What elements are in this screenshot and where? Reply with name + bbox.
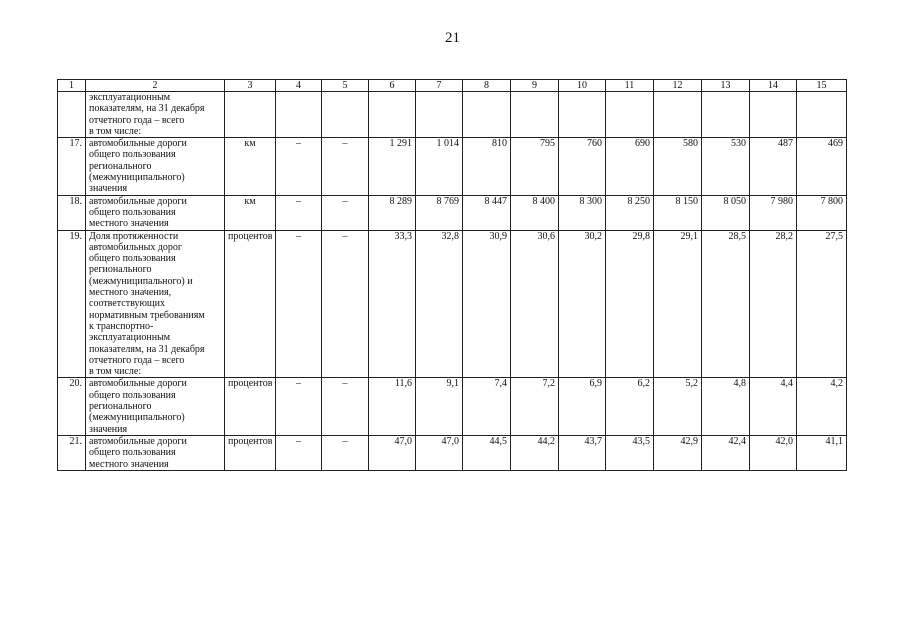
column-5-cell: [322, 92, 369, 138]
indicator-name-line: регионального: [89, 401, 152, 413]
value-cell: 7,4: [463, 378, 511, 435]
unit-cell: км: [225, 195, 276, 230]
column-5-cell: –: [322, 378, 369, 435]
indicator-name-line: показателям, на 31 декабря: [89, 103, 205, 115]
column-header: 11: [606, 80, 654, 92]
value-cell: 7 980: [750, 195, 797, 230]
value-cell: 29,8: [606, 230, 654, 378]
column-4-cell: –: [276, 138, 322, 195]
indicator-name: [86, 195, 225, 230]
value-cell: 33,3: [369, 230, 416, 378]
value-cell: 6,2: [606, 378, 654, 435]
indicator-name-line: отчетного года – всего: [89, 114, 185, 126]
value-cell: 8 289: [369, 195, 416, 230]
row-number: 20.: [58, 378, 86, 435]
value-cell: [654, 92, 702, 138]
indicator-name-line: к транспортно-: [89, 320, 154, 332]
column-5-cell: –: [322, 230, 369, 378]
column-5-cell: –: [322, 195, 369, 230]
value-cell: 690: [606, 138, 654, 195]
indicator-name: [86, 378, 225, 435]
unit-cell: процентов: [225, 378, 276, 435]
column-4-cell: –: [276, 435, 322, 470]
value-cell: [559, 92, 606, 138]
indicator-name-line: значения: [89, 183, 128, 195]
page-number: 21: [445, 30, 460, 46]
column-4-cell: [276, 92, 322, 138]
indicator-name-line: автомобильные дороги: [89, 378, 187, 390]
indicator-name-line: регионального: [89, 264, 152, 276]
value-cell: 530: [702, 138, 750, 195]
value-cell: 42,0: [750, 435, 797, 470]
value-cell: 8 447: [463, 195, 511, 230]
value-cell: 7 800: [797, 195, 847, 230]
indicator-name-line: значения: [89, 423, 128, 435]
table-row: [58, 92, 847, 138]
value-cell: [511, 92, 559, 138]
value-cell: 28,2: [750, 230, 797, 378]
value-cell: 7,2: [511, 378, 559, 435]
indicator-name-line: Доля протяженности: [89, 230, 179, 242]
value-cell: [797, 92, 847, 138]
value-cell: 43,7: [559, 435, 606, 470]
value-cell: 8 400: [511, 195, 559, 230]
column-header: 12: [654, 80, 702, 92]
column-4-cell: –: [276, 195, 322, 230]
value-cell: 8 300: [559, 195, 606, 230]
table-row: [58, 230, 847, 378]
value-cell: 11,6: [369, 378, 416, 435]
value-cell: 42,9: [654, 435, 702, 470]
value-cell: 1 291: [369, 138, 416, 195]
column-header: 6: [369, 80, 416, 92]
row-number: [58, 92, 86, 138]
value-cell: 8 050: [702, 195, 750, 230]
value-cell: 5,2: [654, 378, 702, 435]
indicator-name-line: общего пользования: [89, 206, 176, 218]
value-cell: 29,1: [654, 230, 702, 378]
indicators-table: [57, 79, 847, 471]
value-cell: [702, 92, 750, 138]
table-row: [58, 378, 847, 435]
value-cell: [750, 92, 797, 138]
value-cell: 44,5: [463, 435, 511, 470]
value-cell: 44,2: [511, 435, 559, 470]
indicator-name-line: эксплуатационным: [89, 332, 171, 344]
value-cell: 47,0: [416, 435, 463, 470]
unit-cell: процентов: [225, 230, 276, 378]
value-cell: 760: [559, 138, 606, 195]
indicator-name-line: (межмуниципального) и: [89, 275, 193, 287]
column-header: 2: [86, 80, 225, 92]
column-header: 7: [416, 80, 463, 92]
column-header: 8: [463, 80, 511, 92]
row-number: 18.: [58, 195, 86, 230]
column-5-cell: –: [322, 435, 369, 470]
indicator-name-line: автомобильные дороги: [89, 435, 187, 447]
indicator-name-line: общего пользования: [89, 253, 176, 265]
value-cell: 41,1: [797, 435, 847, 470]
indicator-name-line: регионального: [89, 160, 152, 172]
column-5-cell: –: [322, 138, 369, 195]
indicator-name-line: местного значения,: [89, 287, 172, 299]
column-4-cell: –: [276, 230, 322, 378]
column-header: 1: [58, 80, 86, 92]
indicator-name-line: общего пользования: [89, 389, 176, 401]
column-header: 3: [225, 80, 276, 92]
column-header: 5: [322, 80, 369, 92]
value-cell: [416, 92, 463, 138]
value-cell: 580: [654, 138, 702, 195]
row-number: 19.: [58, 230, 86, 378]
value-cell: 32,8: [416, 230, 463, 378]
indicator-name-line: общего пользования: [89, 149, 176, 161]
table-row: [58, 435, 847, 470]
indicator-name-line: соответствующих: [89, 298, 165, 310]
table-row: [58, 138, 847, 195]
indicator-name-line: эксплуатационным: [89, 92, 171, 103]
value-cell: 8 150: [654, 195, 702, 230]
value-cell: 28,5: [702, 230, 750, 378]
indicator-name-line: местного значения: [89, 218, 169, 230]
indicator-name-line: (межмуниципального): [89, 412, 185, 424]
indicator-name-line: (межмуниципального): [89, 172, 185, 184]
indicator-name-line: в том числе:: [89, 366, 142, 378]
value-cell: 469: [797, 138, 847, 195]
value-cell: [369, 92, 416, 138]
column-header: 15: [797, 80, 847, 92]
indicator-name-line: общего пользования: [89, 447, 176, 459]
value-cell: 27,5: [797, 230, 847, 378]
table-row: [58, 195, 847, 230]
column-header: 13: [702, 80, 750, 92]
value-cell: 4,8: [702, 378, 750, 435]
indicator-name-line: отчетного года – всего: [89, 354, 185, 366]
column-header: 14: [750, 80, 797, 92]
column-4-cell: –: [276, 378, 322, 435]
indicator-name-line: автомобильные дороги: [89, 195, 187, 207]
value-cell: 487: [750, 138, 797, 195]
indicator-name-line: нормативным требованиям: [89, 309, 205, 321]
value-cell: 6,9: [559, 378, 606, 435]
row-number: 17.: [58, 138, 86, 195]
indicator-name: [86, 230, 225, 378]
indicator-name: [86, 138, 225, 195]
value-cell: 9,1: [416, 378, 463, 435]
column-header: 9: [511, 80, 559, 92]
indicator-name-line: автомобильных дорог: [89, 241, 183, 253]
unit-cell: процентов: [225, 435, 276, 470]
column-header: 10: [559, 80, 606, 92]
value-cell: 42,4: [702, 435, 750, 470]
value-cell: 43,5: [606, 435, 654, 470]
value-cell: 4,4: [750, 378, 797, 435]
value-cell: 1 014: [416, 138, 463, 195]
indicator-name-line: показателям, на 31 декабря: [89, 343, 205, 355]
indicator-name: [86, 435, 225, 470]
value-cell: 30,9: [463, 230, 511, 378]
value-cell: 30,2: [559, 230, 606, 378]
value-cell: 4,2: [797, 378, 847, 435]
value-cell: [463, 92, 511, 138]
value-cell: 30,6: [511, 230, 559, 378]
unit-cell: км: [225, 138, 276, 195]
header-row: [58, 80, 847, 92]
row-number: 21.: [58, 435, 86, 470]
indicator-name-line: в том числе:: [89, 125, 142, 137]
value-cell: 8 769: [416, 195, 463, 230]
unit-cell: [225, 92, 276, 138]
value-cell: 8 250: [606, 195, 654, 230]
indicator-name-line: местного значения: [89, 458, 169, 470]
value-cell: 810: [463, 138, 511, 195]
column-header: 4: [276, 80, 322, 92]
indicator-name-line: автомобильные дороги: [89, 138, 187, 150]
value-cell: [606, 92, 654, 138]
value-cell: 47,0: [369, 435, 416, 470]
value-cell: 795: [511, 138, 559, 195]
indicator-name: [86, 92, 225, 138]
